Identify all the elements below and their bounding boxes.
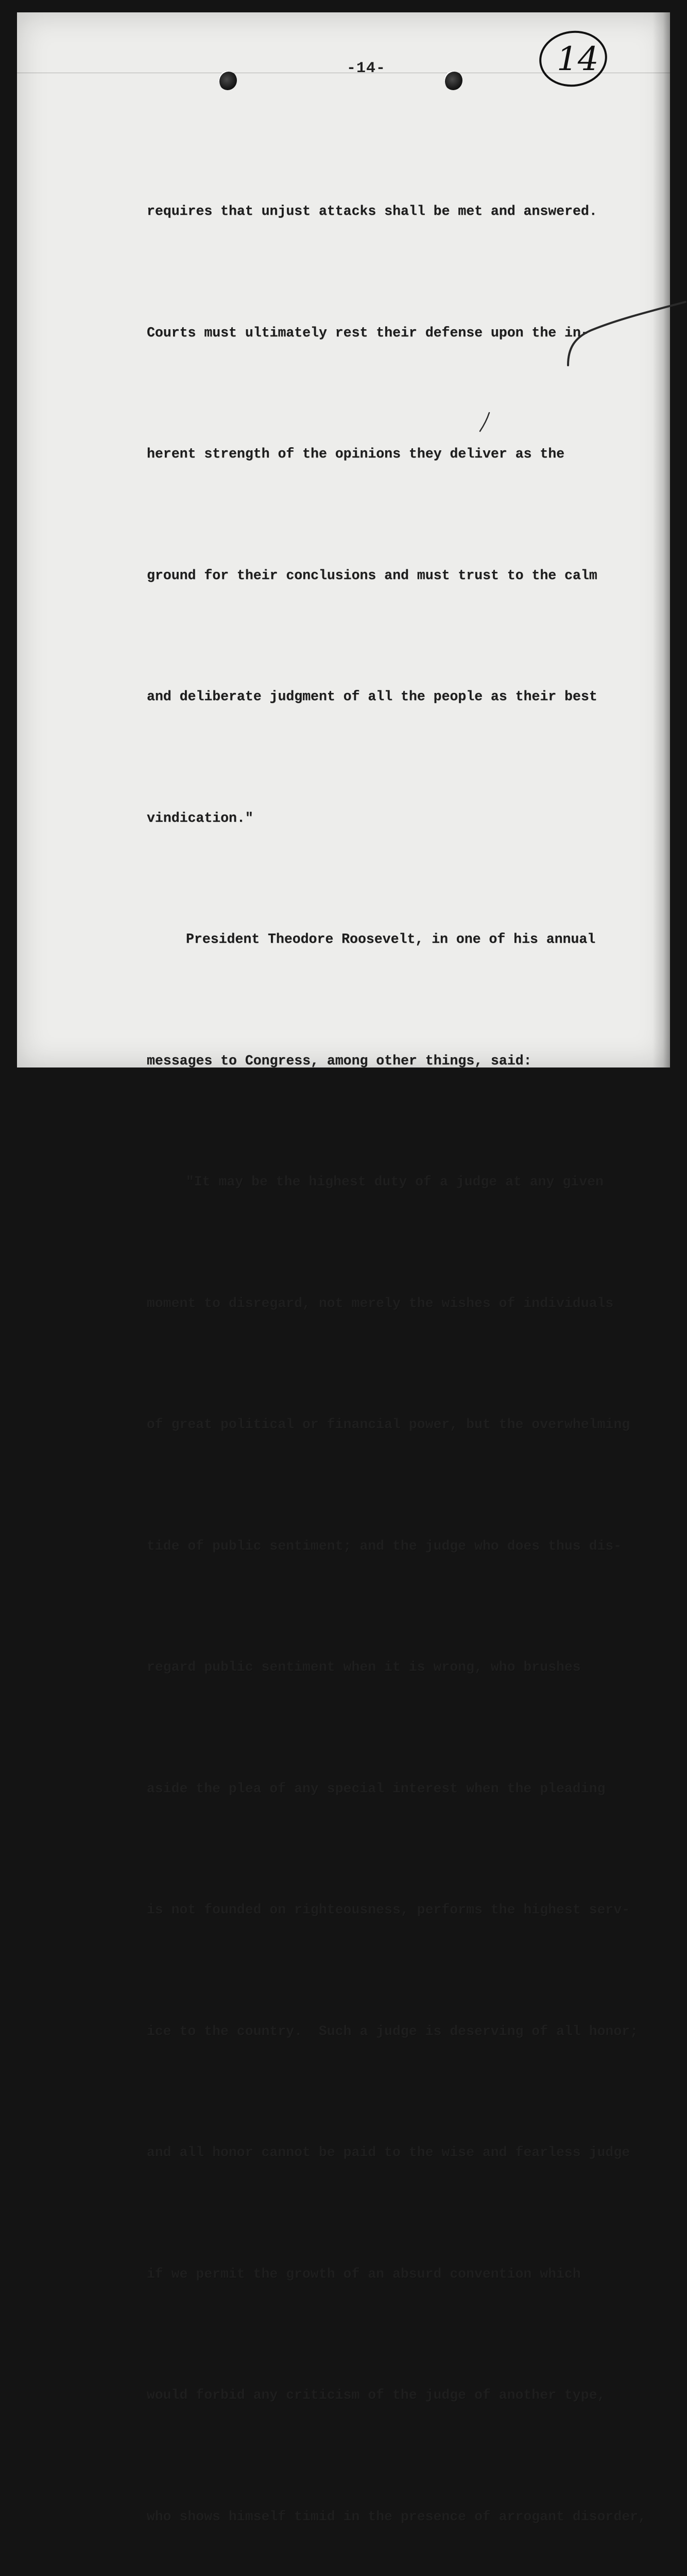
text-line-2: Courts must ultimately rest their defense upon the in- bbox=[147, 325, 589, 341]
handwritten-page-number bbox=[537, 28, 609, 90]
text-line-7: President Theodore Roosevelt, in one of his annual bbox=[186, 931, 596, 947]
text-line-15: is not founded on righteousness, performs the highest serv- bbox=[147, 1902, 630, 1918]
handwritten-circle-mark bbox=[537, 28, 609, 90]
punch-hole-right bbox=[444, 71, 462, 90]
text-line-13: regard public sentiment when it is wrong, who brushes bbox=[147, 1659, 581, 1675]
text-line-18: if we permit the growth of an absurd convention which bbox=[147, 2266, 581, 2282]
document-page bbox=[17, 12, 670, 2524]
text-line-19: would forbid any criticism of the judge of another type, bbox=[147, 2387, 606, 2403]
text-line-10: moment to disregard, not merely the wishes of individuals bbox=[147, 1295, 614, 1311]
text-line-6: vindication." bbox=[147, 810, 253, 826]
pencil-mark-stroke bbox=[547, 301, 686, 368]
text-line-14: aside the plea of any special interest when the pleading bbox=[147, 1781, 606, 1797]
text-line-1: requires that unjust attacks shall be met and answered. bbox=[147, 204, 597, 219]
handwritten-number-text: 14 bbox=[557, 40, 599, 78]
text-line-3: herent strength of the opinions they deliver as the bbox=[147, 446, 565, 462]
typewritten-body bbox=[147, 110, 667, 2576]
text-line-9: "It may be the highest duty of a judge at any given bbox=[186, 1174, 604, 1190]
pencil-tick-mark bbox=[478, 412, 493, 432]
page-number: -14- bbox=[347, 60, 386, 77]
text-line-16: ice to the country. Such a judge is deserving of all honor; bbox=[147, 2023, 639, 2039]
text-line-8: messages to Congress, among other things, said: bbox=[147, 1053, 532, 1069]
text-line-11: of great political or financial power, but the overwhelming bbox=[147, 1417, 630, 1432]
text-line-17: and all honor cannot be paid to the wise and fearless judge bbox=[147, 2145, 630, 2160]
text-line-20: who shows himself timid in the presence of arrogant disorder, bbox=[147, 2509, 647, 2524]
punch-hole-left bbox=[218, 71, 237, 90]
text-line-12: tide of public sentiment; and the judge who does thus dis- bbox=[147, 1538, 622, 1554]
text-line-4: ground for their conclusions and must trust to the calm bbox=[147, 567, 597, 583]
text-line-5: and deliberate judgment of all the people as their best bbox=[147, 689, 597, 704]
